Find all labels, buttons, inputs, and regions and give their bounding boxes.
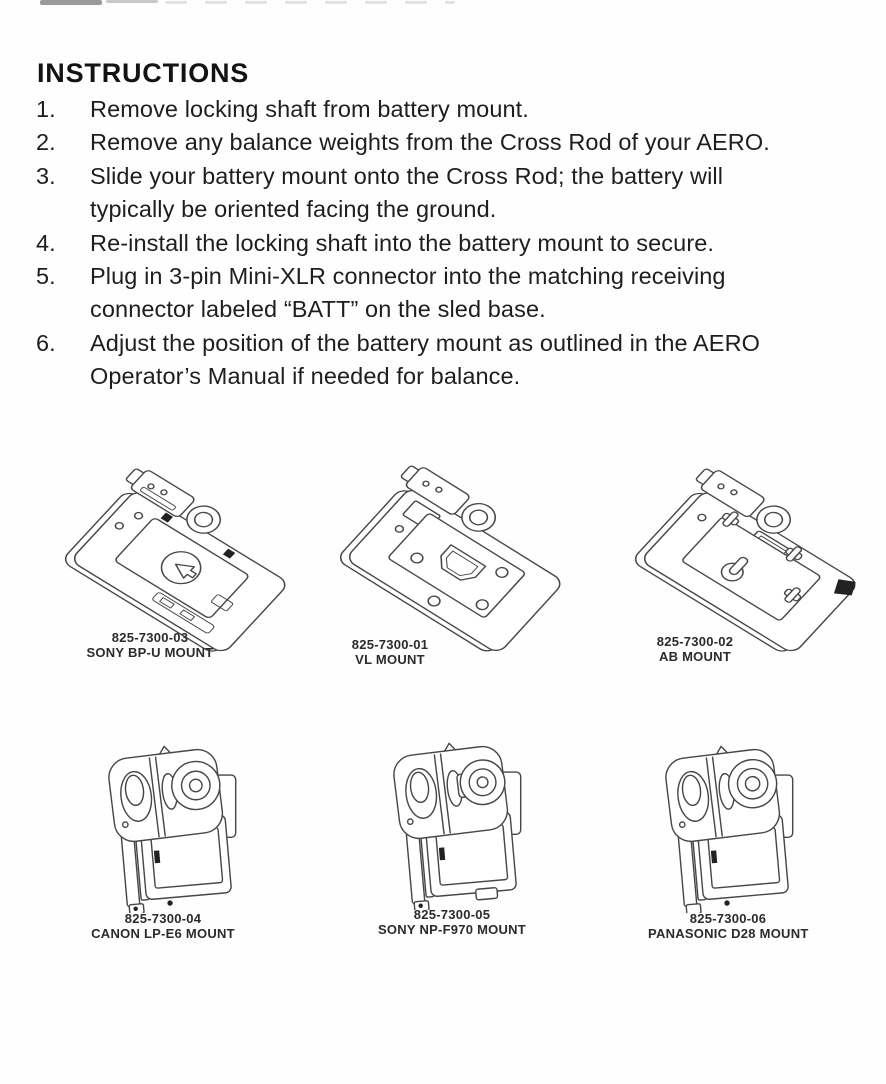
step-number: 4. xyxy=(36,229,56,256)
battery-clamp-illustration xyxy=(370,732,545,910)
figure-ab-mount xyxy=(615,468,870,678)
battery-clamp-illustration xyxy=(642,735,817,913)
step-number: 3. xyxy=(36,162,56,189)
step-number: 2. xyxy=(36,129,56,156)
instruction-step-6 xyxy=(36,327,848,394)
mount-name: CANON LP-E6 MOUNT xyxy=(91,926,235,941)
mount-name: SONY NP-F970 MOUNT xyxy=(377,922,526,937)
step-number: 1. xyxy=(36,96,56,122)
instruction-step-1 xyxy=(36,93,848,126)
figure-canon-lp-e6-mount xyxy=(70,733,275,948)
figure-panasonic-d28-mount xyxy=(622,733,837,948)
part-number: 825-7300-03 xyxy=(111,630,189,645)
battery-clamp-illustration xyxy=(85,735,260,913)
figure-sony-bp-u-mount xyxy=(55,468,305,680)
part-number: 825-7300-05 xyxy=(413,907,491,922)
figure-caption xyxy=(625,634,765,664)
scan-artifact-streaks xyxy=(165,1,455,4)
step-text: Remove any balance weights from the Cross Rod of your AERO. xyxy=(90,129,770,156)
step-number: 5. xyxy=(36,263,56,290)
step-text: connector labeled “BATT” on the sled base. xyxy=(90,296,546,323)
step-text: Remove locking shaft from battery mount. xyxy=(90,96,529,122)
mount-name: PANASONIC D28 MOUNT xyxy=(648,926,809,941)
scan-artifact-bar xyxy=(40,0,102,5)
figure-caption xyxy=(648,911,808,941)
instruction-step-2 xyxy=(36,126,848,159)
mount-name: AB MOUNT xyxy=(658,649,732,664)
part-number: 825-7300-01 xyxy=(351,637,429,652)
step-text: Re-install the locking shaft into the battery mount to secure. xyxy=(90,229,715,256)
instructions-list xyxy=(36,93,848,394)
part-number: 825-7300-02 xyxy=(656,634,734,649)
figure-caption xyxy=(65,630,235,660)
figure-vl-mount xyxy=(325,465,565,680)
step-text: Operator’s Manual if needed for balance. xyxy=(90,363,521,390)
battery-plate-illustration xyxy=(335,465,575,663)
figure-caption xyxy=(325,637,455,667)
step-text: Adjust the position of the battery mount as outlined in the AERO xyxy=(90,329,761,356)
step-text: Plug in 3-pin Mini-XLR connector into the matching receiving xyxy=(90,263,726,290)
instruction-step-4 xyxy=(36,227,848,260)
page-title: INSTRUCTIONS xyxy=(37,58,250,89)
step-text: Slide your battery mount onto the Cross Rod; the battery will xyxy=(90,162,724,189)
mount-name: VL MOUNT xyxy=(355,652,425,667)
step-text: typically be oriented facing the ground. xyxy=(90,196,497,223)
step-number: 6. xyxy=(36,329,56,356)
scan-artifact-bar-light xyxy=(106,0,158,3)
instruction-step-3 xyxy=(36,160,848,227)
mount-name: SONY BP-U MOUNT xyxy=(86,645,214,660)
figure-sony-np-f970-mount xyxy=(358,730,558,945)
figure-caption xyxy=(83,911,243,941)
part-number: 825-7300-06 xyxy=(689,911,767,926)
figure-caption xyxy=(372,907,532,937)
part-number: 825-7300-04 xyxy=(124,911,202,926)
instruction-step-5 xyxy=(36,260,848,327)
